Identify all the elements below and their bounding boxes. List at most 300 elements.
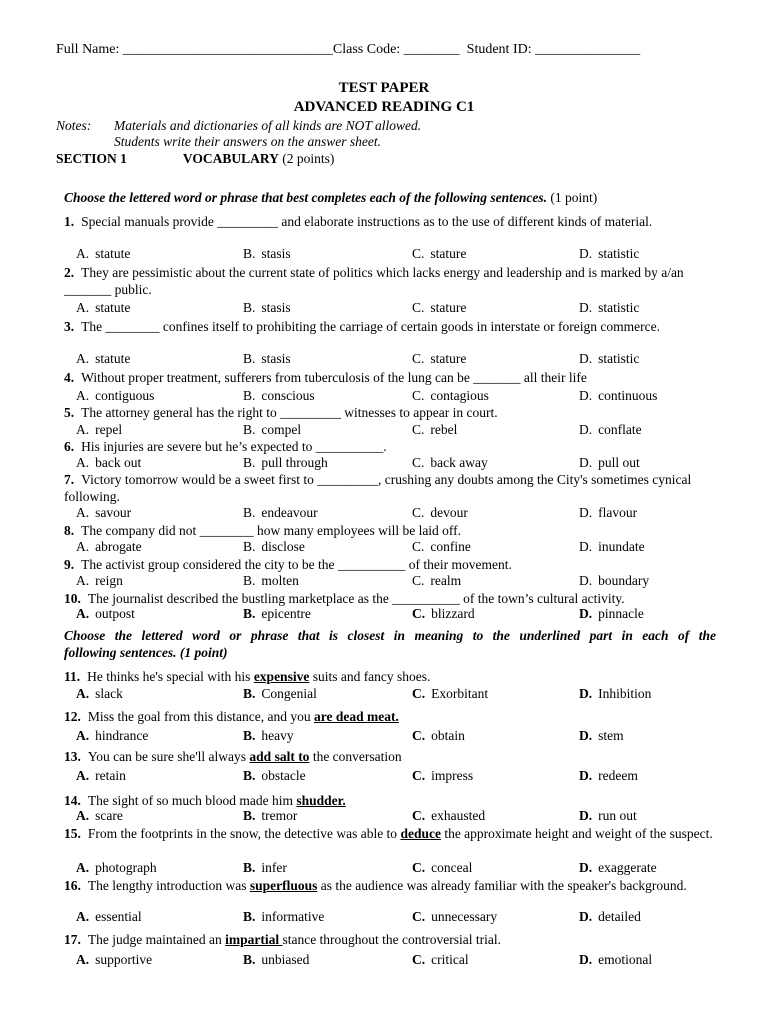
option-d[interactable] xyxy=(579,300,639,316)
option-letter: A. xyxy=(76,808,90,823)
question-6 xyxy=(64,438,716,455)
option-c[interactable] xyxy=(412,728,465,744)
option-letter: D. xyxy=(579,246,593,261)
options-row-10 xyxy=(76,606,716,623)
option-text: compel xyxy=(261,422,302,437)
option-a[interactable] xyxy=(76,686,123,702)
option-c[interactable] xyxy=(412,539,471,555)
question-11 xyxy=(64,668,716,685)
option-text: statistic xyxy=(598,300,640,315)
notes-line-1 xyxy=(56,118,421,134)
option-c[interactable] xyxy=(412,388,489,404)
instruction-1-points: (1 point) xyxy=(550,190,598,205)
option-letter: A. xyxy=(76,606,90,621)
option-letter: A. xyxy=(76,455,90,470)
question-7 xyxy=(64,471,716,505)
option-letter: A. xyxy=(76,351,90,366)
option-c[interactable] xyxy=(412,246,466,262)
option-letter: C. xyxy=(412,728,426,743)
option-text: exhausted xyxy=(431,808,486,823)
underlined-phrase: add salt to xyxy=(249,749,310,764)
option-c[interactable] xyxy=(412,686,488,702)
option-b[interactable] xyxy=(243,455,328,471)
option-letter: B. xyxy=(243,573,256,588)
option-letter: A. xyxy=(76,686,90,701)
options-row-6 xyxy=(76,455,716,472)
option-letter: C. xyxy=(412,768,426,783)
option-text: critical xyxy=(431,952,469,967)
question-16 xyxy=(64,877,716,894)
option-d[interactable] xyxy=(579,952,652,968)
question-number: 3. xyxy=(64,319,75,334)
option-letter: C. xyxy=(412,539,425,554)
option-b[interactable] xyxy=(243,606,311,622)
question-text: They are pessimistic about the current state of politics which lacks energy and leadership and is marked by a/an _______ public. xyxy=(64,265,684,297)
option-letter: C. xyxy=(412,505,425,520)
option-d[interactable] xyxy=(579,606,644,622)
option-text: flavour xyxy=(598,505,638,520)
option-c[interactable] xyxy=(412,860,472,876)
options-row-15 xyxy=(76,860,716,877)
option-letter: D. xyxy=(579,455,593,470)
option-d[interactable] xyxy=(579,808,637,824)
option-text: conflate xyxy=(598,422,642,437)
question-text: The journalist described the bustling marketplace as the __________ of the town’s cultural activity. xyxy=(87,591,625,606)
option-letter: C. xyxy=(412,422,425,437)
option-letter: D. xyxy=(579,952,593,967)
option-c[interactable] xyxy=(412,455,488,471)
options-row-1 xyxy=(76,246,716,263)
question-text: The attorney general has the right to _________ witnesses to appear in court. xyxy=(81,405,498,420)
option-text: repel xyxy=(95,422,123,437)
instruction-part-2-line-2: following sentences. (1 point) xyxy=(64,645,228,660)
option-text: realm xyxy=(430,573,462,588)
option-letter: D. xyxy=(579,909,593,924)
option-letter: D. xyxy=(579,300,593,315)
option-letter: B. xyxy=(243,860,256,875)
option-letter: A. xyxy=(76,860,90,875)
option-a[interactable] xyxy=(76,300,130,316)
question-text: The activist group considered the city to be the __________ of their movement. xyxy=(81,557,512,572)
question-number: 14. xyxy=(64,793,81,808)
option-letter: C. xyxy=(412,686,426,701)
question-text: Miss the goal from this distance, and you xyxy=(87,709,314,724)
option-text: reign xyxy=(95,573,123,588)
option-letter: C. xyxy=(412,300,425,315)
question-text-end: the conversation xyxy=(309,749,402,764)
options-row-4 xyxy=(76,388,716,405)
option-text: back out xyxy=(95,455,142,470)
option-b[interactable] xyxy=(243,686,317,702)
option-text: stem xyxy=(598,728,624,743)
options-row-3 xyxy=(76,351,716,368)
options-row-13 xyxy=(76,768,716,785)
section-points: (2 points) xyxy=(282,151,335,166)
question-text: He thinks he's special with his xyxy=(87,669,254,684)
option-text: stasis xyxy=(261,351,291,366)
option-b[interactable] xyxy=(243,351,291,367)
option-text: retain xyxy=(95,768,126,783)
option-a[interactable] xyxy=(76,768,126,784)
underlined-phrase: shudder. xyxy=(296,793,346,808)
option-text: stasis xyxy=(261,246,291,261)
options-row-2 xyxy=(76,300,716,317)
option-text: inundate xyxy=(598,539,645,554)
question-number: 5. xyxy=(64,405,75,420)
instruction-part-2-line-1: Choose the lettered word or phrase that is closest in meaning to the underlined part in each of the xyxy=(64,628,716,643)
option-text: conscious xyxy=(261,388,315,403)
option-text: obstacle xyxy=(261,768,306,783)
option-a[interactable] xyxy=(76,606,135,622)
option-text: heavy xyxy=(261,728,294,743)
option-b[interactable] xyxy=(243,728,294,744)
page-title: TEST PAPER xyxy=(338,80,430,96)
option-letter: D. xyxy=(579,388,593,403)
option-letter: C. xyxy=(412,351,425,366)
question-text: The company did not ________ how many employees will be laid off. xyxy=(81,523,462,538)
question-17 xyxy=(64,931,716,948)
underlined-phrase: impartial xyxy=(225,932,283,947)
option-c[interactable] xyxy=(412,300,466,316)
option-letter: C. xyxy=(412,455,425,470)
option-letter: D. xyxy=(579,422,593,437)
option-letter: A. xyxy=(76,909,90,924)
option-letter: C. xyxy=(412,860,426,875)
option-c[interactable] xyxy=(412,606,475,622)
option-text: stature xyxy=(430,351,467,366)
options-row-8 xyxy=(76,539,716,556)
option-text: savour xyxy=(95,505,132,520)
option-letter: A. xyxy=(76,573,90,588)
option-text: pull through xyxy=(261,455,328,470)
option-d[interactable] xyxy=(579,351,639,367)
option-text: informative xyxy=(261,909,325,924)
option-text: outpost xyxy=(95,606,135,621)
option-letter: D. xyxy=(579,539,593,554)
option-letter: D. xyxy=(579,686,593,701)
question-12 xyxy=(64,708,716,725)
option-letter: C. xyxy=(412,388,425,403)
option-text: obtain xyxy=(431,728,465,743)
instruction-1-text: Choose the lettered word or phrase that best completes each of the following sentences. xyxy=(64,190,547,205)
option-letter: C. xyxy=(412,808,426,823)
option-a[interactable] xyxy=(76,539,142,555)
question-number: 2. xyxy=(64,265,75,280)
question-number: 12. xyxy=(64,709,81,724)
option-c[interactable] xyxy=(412,909,497,925)
option-a[interactable] xyxy=(76,909,142,925)
notes-label: Notes: xyxy=(56,118,92,133)
question-text-end: stance throughout the controversial trial. xyxy=(282,932,502,947)
question-1 xyxy=(64,213,716,230)
option-letter: D. xyxy=(579,505,593,520)
option-letter: D. xyxy=(579,606,593,621)
option-text: rebel xyxy=(430,422,458,437)
option-letter: A. xyxy=(76,952,90,967)
option-b[interactable] xyxy=(243,539,305,555)
option-b[interactable] xyxy=(243,300,291,316)
option-letter: B. xyxy=(243,455,256,470)
option-b[interactable] xyxy=(243,422,301,438)
question-number: 1. xyxy=(64,214,75,229)
option-d[interactable] xyxy=(579,909,641,925)
option-letter: B. xyxy=(243,909,256,924)
option-text: unbiased xyxy=(261,952,310,967)
option-text: statistic xyxy=(598,351,640,366)
options-row-7 xyxy=(76,505,716,522)
question-number: 8. xyxy=(64,523,75,538)
option-letter: B. xyxy=(243,728,256,743)
underlined-phrase: expensive xyxy=(253,669,310,684)
option-letter: A. xyxy=(76,768,90,783)
question-number: 13. xyxy=(64,749,81,764)
underlined-phrase: deduce xyxy=(400,826,441,841)
option-a[interactable] xyxy=(76,808,123,824)
option-b[interactable] xyxy=(243,952,309,968)
option-text: Congenial xyxy=(261,686,317,701)
option-text: back away xyxy=(430,455,488,470)
option-text: Exorbitant xyxy=(431,686,489,701)
option-c[interactable] xyxy=(412,351,466,367)
question-text: You can be sure she'll always xyxy=(87,749,250,764)
option-text: devour xyxy=(430,505,468,520)
question-number: 6. xyxy=(64,439,75,454)
option-a[interactable] xyxy=(76,728,148,744)
question-text: The lengthy introduction was xyxy=(87,878,250,893)
option-b[interactable] xyxy=(243,246,291,262)
options-row-5 xyxy=(76,422,716,439)
option-text: disclose xyxy=(261,539,305,554)
option-c[interactable] xyxy=(412,808,485,824)
option-text: emotional xyxy=(598,952,653,967)
option-c[interactable] xyxy=(412,768,473,784)
option-c[interactable] xyxy=(412,952,469,968)
option-letter: C. xyxy=(412,952,426,967)
question-15 xyxy=(64,825,716,842)
class-code-field[interactable]: Class Code: ________ xyxy=(332,42,460,57)
option-text: statute xyxy=(95,300,131,315)
option-text: redeem xyxy=(598,768,638,783)
option-text: unnecessary xyxy=(431,909,498,924)
option-d[interactable] xyxy=(579,388,657,404)
option-text: stature xyxy=(430,300,467,315)
option-text: molten xyxy=(261,573,299,588)
option-text: statute xyxy=(95,246,131,261)
option-letter: C. xyxy=(412,909,426,924)
option-b[interactable] xyxy=(243,573,299,589)
option-b[interactable] xyxy=(243,768,306,784)
option-text: epicentre xyxy=(261,606,311,621)
option-text: exaggerate xyxy=(598,860,657,875)
options-row-11 xyxy=(76,686,716,703)
option-letter: A. xyxy=(76,300,90,315)
question-14 xyxy=(64,792,716,809)
option-letter: B. xyxy=(243,300,256,315)
option-letter: B. xyxy=(243,808,256,823)
option-b[interactable] xyxy=(243,388,315,404)
question-text: The sight of so much blood made him xyxy=(87,793,297,808)
option-text: scare xyxy=(95,808,123,823)
question-text: Without proper treatment, sufferers from tuberculosis of the lung can be _______ all their life xyxy=(81,370,587,385)
question-number: 9. xyxy=(64,557,75,572)
option-letter: D. xyxy=(579,768,593,783)
option-letter: C. xyxy=(412,246,425,261)
option-letter: C. xyxy=(412,606,426,621)
question-number: 15. xyxy=(64,826,81,841)
question-number: 16. xyxy=(64,878,81,893)
option-b[interactable] xyxy=(243,505,318,521)
options-row-12 xyxy=(76,728,716,745)
question-text: The judge maintained an xyxy=(87,932,226,947)
option-text: infer xyxy=(261,860,287,875)
option-text: impress xyxy=(431,768,474,783)
student-id-field[interactable]: Student ID: _______________ xyxy=(466,42,641,57)
option-letter: B. xyxy=(243,505,256,520)
option-text: statute xyxy=(95,351,131,366)
option-letter: B. xyxy=(243,768,256,783)
question-number: 10. xyxy=(64,591,81,606)
question-text: His injuries are severe but he’s expected to __________. xyxy=(81,439,387,454)
option-letter: A. xyxy=(76,422,90,437)
option-letter: C. xyxy=(412,573,425,588)
full-name-field[interactable]: Full Name: ______________________________ xyxy=(56,42,333,57)
option-text: abrogate xyxy=(95,539,142,554)
question-3 xyxy=(64,318,716,335)
question-text: Victory tomorrow would be a sweet first to _________, crushing any doubts among the City's sometimes cynical following. xyxy=(64,472,692,504)
question-13 xyxy=(64,748,716,765)
option-d[interactable] xyxy=(579,728,624,744)
option-text: detailed xyxy=(598,909,641,924)
option-text: endeavour xyxy=(261,505,318,520)
option-d[interactable] xyxy=(579,505,637,521)
question-text-end: the approximate height and weight of the suspect. xyxy=(440,826,713,841)
option-a[interactable] xyxy=(76,505,131,521)
option-letter: A. xyxy=(76,505,90,520)
question-text-end: as the audience was already familiar with the speaker's background. xyxy=(317,878,687,893)
notes-text-1: Materials and dictionaries of all kinds are NOT allowed. xyxy=(114,118,422,133)
option-letter: A. xyxy=(76,388,90,403)
question-10 xyxy=(64,590,716,607)
question-text: Special manuals provide _________ and elaborate instructions as to the use of different kinds of material. xyxy=(81,214,653,229)
question-5 xyxy=(64,404,716,421)
option-text: essential xyxy=(95,909,142,924)
question-number: 4. xyxy=(64,370,75,385)
option-d[interactable] xyxy=(579,573,649,589)
options-row-17 xyxy=(76,952,716,969)
option-text: continuous xyxy=(598,388,658,403)
option-d[interactable] xyxy=(579,422,642,438)
option-text: pinnacle xyxy=(598,606,644,621)
option-d[interactable] xyxy=(579,246,639,262)
option-b[interactable] xyxy=(243,909,324,925)
option-a[interactable] xyxy=(76,860,157,876)
option-a[interactable] xyxy=(76,422,122,438)
option-a[interactable] xyxy=(76,388,154,404)
option-letter: D. xyxy=(579,351,593,366)
option-b[interactable] xyxy=(243,808,297,824)
question-text-end: suits and fancy shoes. xyxy=(309,669,431,684)
student-info-header xyxy=(56,42,640,58)
option-letter: B. xyxy=(243,246,256,261)
option-text: Inhibition xyxy=(598,686,652,701)
underlined-phrase: superfluous xyxy=(249,878,318,893)
option-letter: B. xyxy=(243,388,256,403)
option-c[interactable] xyxy=(412,505,468,521)
option-a[interactable] xyxy=(76,952,152,968)
option-letter: A. xyxy=(76,539,90,554)
option-text: run out xyxy=(598,808,637,823)
option-letter: B. xyxy=(243,952,256,967)
option-letter: D. xyxy=(579,808,593,823)
option-a[interactable] xyxy=(76,455,141,471)
option-c[interactable] xyxy=(412,422,457,438)
option-c[interactable] xyxy=(412,573,461,589)
question-9 xyxy=(64,556,716,573)
option-letter: B. xyxy=(243,351,256,366)
option-letter: B. xyxy=(243,539,256,554)
option-d[interactable] xyxy=(579,686,651,702)
option-text: contiguous xyxy=(95,388,155,403)
option-a[interactable] xyxy=(76,573,123,589)
option-letter: A. xyxy=(76,246,90,261)
question-number: 17. xyxy=(64,932,81,947)
option-a[interactable] xyxy=(76,351,130,367)
option-d[interactable] xyxy=(579,860,657,876)
notes-text-2: Students write their answers on the answer sheet. xyxy=(114,134,381,149)
option-text: conceal xyxy=(431,860,473,875)
option-text: hindrance xyxy=(95,728,149,743)
question-2 xyxy=(64,264,716,298)
section-name: SECTION 1 xyxy=(56,151,127,166)
option-b[interactable] xyxy=(243,860,287,876)
option-text: stature xyxy=(430,246,467,261)
question-text: From the footprints in the snow, the detective was able to xyxy=(87,826,401,841)
options-row-14 xyxy=(76,808,716,825)
section-topic: VOCABULARY xyxy=(182,151,279,166)
option-letter: D. xyxy=(579,573,593,588)
question-number: 11. xyxy=(64,669,81,684)
section-heading xyxy=(56,151,334,167)
option-text: boundary xyxy=(598,573,650,588)
option-text: statistic xyxy=(598,246,640,261)
option-letter: B. xyxy=(243,606,256,621)
option-letter: B. xyxy=(243,686,256,701)
option-text: slack xyxy=(95,686,123,701)
question-number: 7. xyxy=(64,472,75,487)
option-letter: D. xyxy=(579,728,593,743)
page-subtitle: ADVANCED READING C1 xyxy=(293,99,475,115)
underlined-phrase: are dead meat. xyxy=(313,709,399,724)
option-text: photograph xyxy=(95,860,157,875)
options-row-16 xyxy=(76,909,716,926)
question-8 xyxy=(64,522,716,539)
option-letter: D. xyxy=(579,860,593,875)
option-text: supportive xyxy=(95,952,153,967)
option-d[interactable] xyxy=(579,455,640,471)
question-text: The ________ confines itself to prohibiting the carriage of certain goods in interstate or foreign commerce. xyxy=(81,319,660,334)
option-d[interactable] xyxy=(579,539,645,555)
option-d[interactable] xyxy=(579,768,638,784)
instruction-part-1 xyxy=(64,189,716,206)
option-text: tremor xyxy=(261,808,298,823)
question-4 xyxy=(64,369,716,386)
option-letter: A. xyxy=(76,728,90,743)
option-text: contagious xyxy=(430,388,489,403)
option-text: pull out xyxy=(598,455,640,470)
option-text: blizzard xyxy=(431,606,475,621)
option-text: confine xyxy=(430,539,471,554)
option-a[interactable] xyxy=(76,246,130,262)
